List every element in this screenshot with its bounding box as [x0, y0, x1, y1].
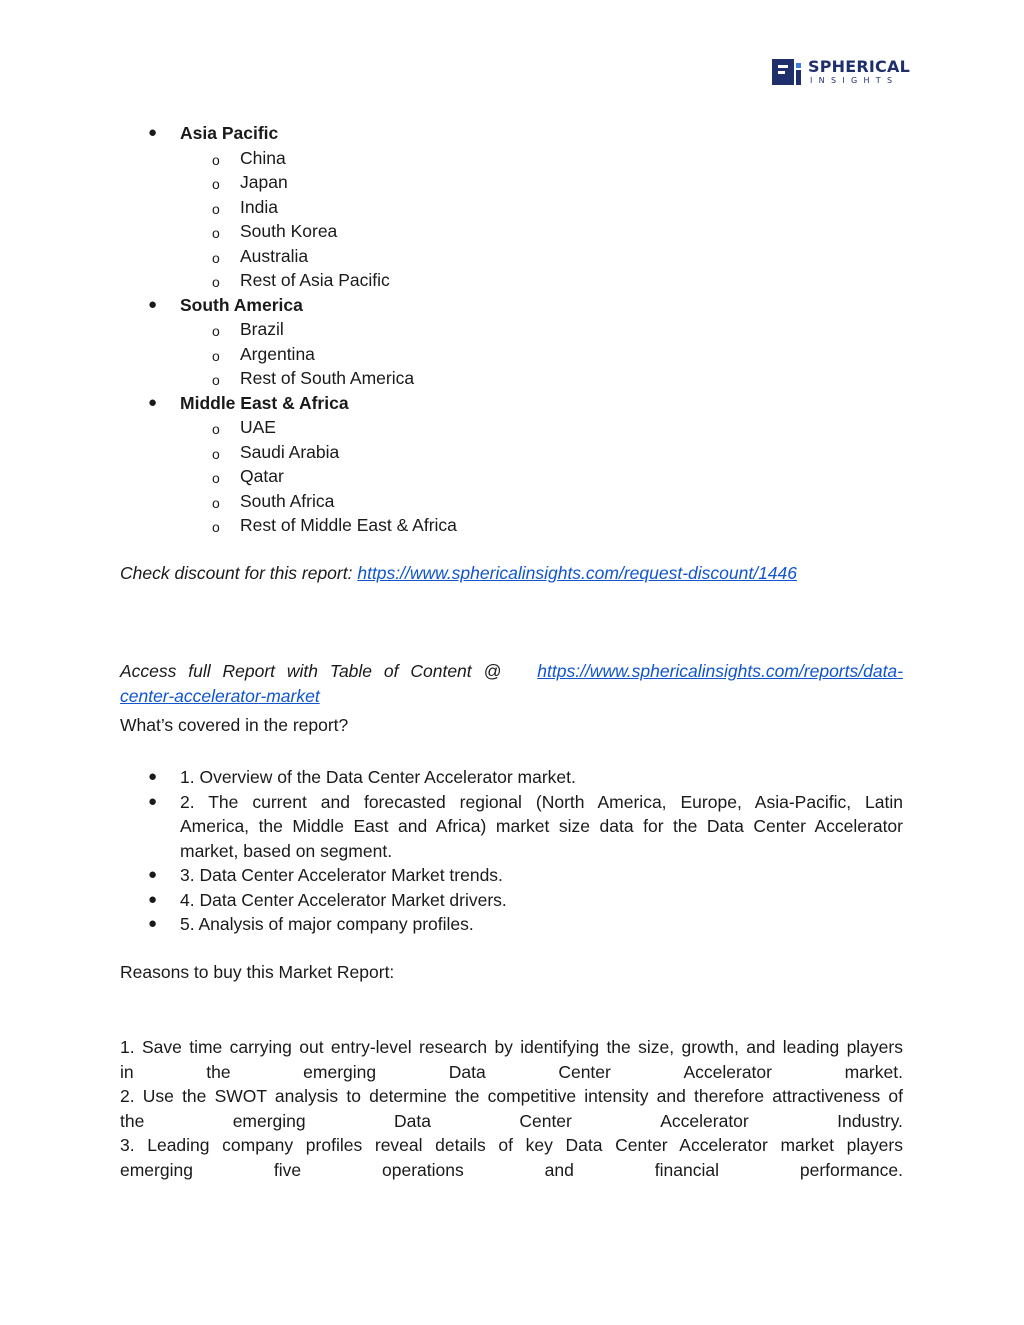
region-name: Middle East & Africa: [180, 392, 349, 413]
covered-item-text: 1. Overview of the Data Center Accelerator market.: [180, 767, 576, 787]
country-name: Qatar: [240, 466, 284, 486]
country-item: [120, 195, 910, 220]
logo-mark-icon: [772, 59, 802, 85]
access-line-2: [120, 684, 903, 709]
reasons-list: [120, 1035, 903, 1182]
reason-word: emerging: [232, 1110, 306, 1131]
reason-word: in: [120, 1061, 134, 1082]
country-name: UAE: [240, 417, 276, 437]
access-link-part2[interactable]: center-accelerator-market: [120, 685, 320, 706]
access-paragraph: [120, 659, 903, 738]
country-name: India: [240, 196, 278, 217]
country-item: [120, 415, 910, 440]
circle-bullet-icon: o: [212, 347, 220, 364]
reason-word: Accelerator: [683, 1061, 772, 1082]
access-line-1: [120, 659, 903, 684]
reason-line: 1. Save time carrying out entry-level research by identifying the size, growth, and leading players: [120, 1037, 903, 1057]
circle-bullet-icon: o: [212, 470, 220, 486]
region-item: [120, 121, 910, 146]
country-item: [120, 146, 910, 171]
covered-item-text: 5. Analysis of major company profiles.: [180, 914, 474, 934]
circle-bullet-icon: o: [212, 249, 220, 266]
circle-bullet-icon: o: [212, 445, 220, 462]
discount-paragraph: [120, 561, 903, 586]
country-item: [120, 219, 910, 244]
reason-word: Accelerator: [660, 1110, 749, 1131]
country-name: Saudi Arabia: [240, 441, 340, 462]
country-name: South Africa: [240, 490, 335, 511]
bullet-icon: ●: [148, 792, 158, 810]
region-name: Asia Pacific: [180, 123, 279, 143]
reason-word: five: [273, 1159, 302, 1180]
reason-line-spread: [120, 1109, 903, 1134]
reason-word: Industry.: [837, 1110, 903, 1131]
access-label-text: Access full Report with Table of Content @: [120, 661, 502, 681]
country-name: Argentina: [240, 343, 315, 364]
reason-line-spread: [120, 1158, 903, 1183]
covered-item-text: 4. Data Center Accelerator Market drivers.: [180, 889, 507, 910]
logo-subtitle: INSIGHTS: [810, 76, 899, 85]
circle-bullet-icon: o: [212, 176, 220, 192]
reason-line: 3. Leading company profiles reveal details of key Data Center Accelerator market players: [120, 1135, 903, 1155]
circle-bullet-icon: o: [212, 151, 220, 168]
bullet-icon: ●: [148, 915, 158, 932]
reason-word: performance.: [799, 1159, 903, 1180]
covered-item: [120, 863, 903, 888]
bullet-icon: ●: [148, 890, 158, 908]
country-name: Australia: [240, 245, 309, 266]
covered-item-text-line: America, the Middle East and Africa) market size data for the Data Center Accelerator: [180, 816, 903, 836]
covered-list: [120, 765, 903, 937]
region-item: [120, 391, 910, 416]
country-item: [120, 440, 910, 465]
country-name: Brazil: [240, 319, 284, 339]
covered-item-text: 3. Data Center Accelerator Market trends.: [180, 865, 503, 885]
spherical-insights-logo: [772, 56, 910, 88]
country-name: Rest of Middle East & Africa: [240, 515, 457, 535]
bullet-icon: ●: [148, 295, 158, 313]
bullet-icon: ●: [148, 393, 158, 411]
covered-item: [120, 912, 903, 937]
reason-word: emerging: [120, 1159, 193, 1180]
reason-word: the: [120, 1110, 145, 1131]
country-item: [120, 342, 910, 367]
covered-item: [120, 790, 903, 864]
reason-line-spread: [120, 1060, 903, 1085]
circle-bullet-icon: o: [212, 274, 220, 290]
logo-title: SPHERICAL: [808, 57, 910, 76]
region-list: [120, 121, 910, 538]
country-item: [120, 244, 910, 269]
reasons-heading: Reasons to buy this Market Report:: [120, 962, 395, 982]
access-link-part1[interactable]: https://www.sphericalinsights.com/reports/data-: [537, 661, 903, 681]
discount-label: Check discount for this report:: [120, 563, 353, 583]
circle-bullet-icon: o: [212, 323, 220, 339]
country-item: [120, 366, 910, 391]
country-item: [120, 464, 910, 489]
circle-bullet-icon: o: [212, 519, 220, 535]
reason-word: emerging: [303, 1061, 377, 1082]
circle-bullet-icon: o: [212, 200, 220, 217]
covered-item-text-line: market, based on segment.: [180, 840, 393, 861]
reason-word: the: [206, 1061, 231, 1082]
country-name: Rest of Asia Pacific: [240, 270, 390, 290]
access-label: [120, 659, 531, 684]
bullet-icon: ●: [148, 768, 158, 785]
covered-item-text-line: 2. The current and forecasted regional (North America, Europe, Asia-Pacific, Latin: [180, 791, 903, 812]
country-item: [120, 268, 910, 293]
reason-word: Data: [448, 1061, 486, 1082]
reason-word: Data: [394, 1110, 431, 1131]
covered-item: [120, 765, 903, 790]
covered-heading: What’s covered in the report?: [120, 715, 349, 735]
bullet-icon: ●: [148, 124, 158, 141]
country-item: [120, 317, 910, 342]
country-item: [120, 489, 910, 514]
reason-line: 2. Use the SWOT analysis to determine the competitive intensity and therefore attractiveness of: [120, 1086, 903, 1106]
circle-bullet-icon: o: [212, 225, 220, 241]
country-name: Rest of South America: [240, 368, 415, 388]
circle-bullet-icon: o: [212, 494, 220, 511]
reason-word: market.: [844, 1061, 903, 1082]
covered-item: [120, 888, 903, 913]
reason-word: operations: [382, 1159, 464, 1180]
region-item: [120, 293, 910, 318]
reason-word: Center: [558, 1061, 611, 1082]
reason-word: and: [544, 1159, 574, 1180]
country-item: [120, 513, 910, 538]
bullet-icon: ●: [148, 866, 158, 883]
country-name: South Korea: [240, 221, 338, 241]
reason-word: financial: [654, 1159, 719, 1180]
reason-word: Center: [519, 1110, 572, 1131]
region-name: South America: [180, 294, 303, 315]
circle-bullet-icon: o: [212, 372, 220, 388]
circle-bullet-icon: o: [212, 421, 220, 437]
country-name: China: [240, 147, 286, 168]
discount-link[interactable]: https://www.sphericalinsights.com/request-discount/1446: [357, 563, 798, 583]
country-item: [120, 170, 910, 195]
country-name: Japan: [240, 172, 288, 192]
